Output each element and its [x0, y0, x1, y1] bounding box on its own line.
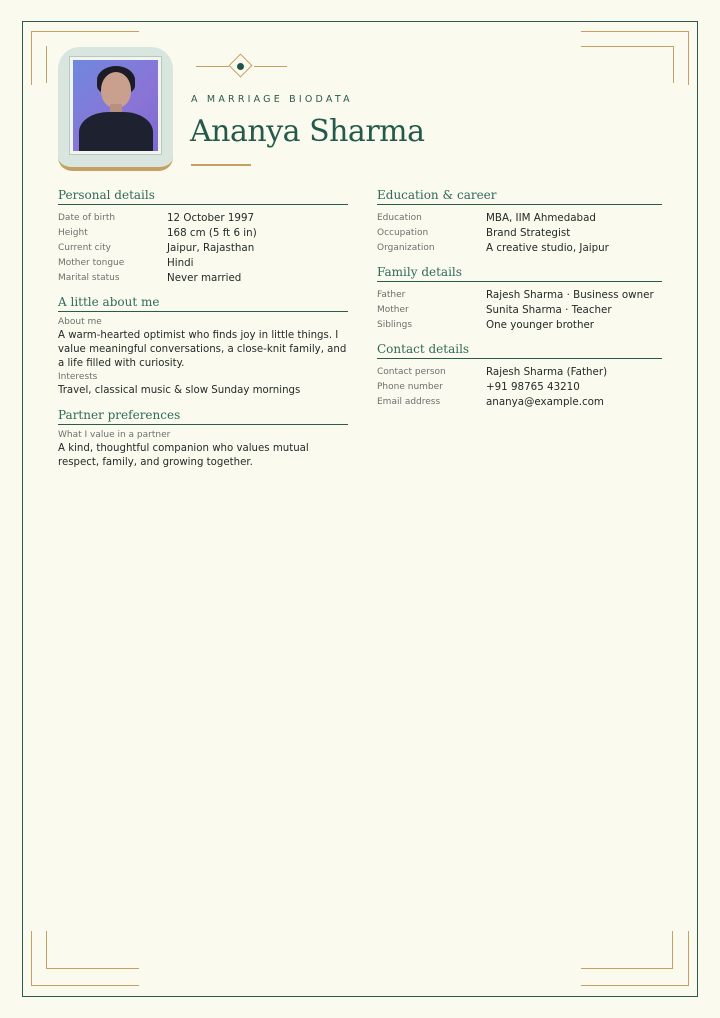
detail-value: One younger brother — [486, 318, 595, 331]
contact-section — [377, 342, 662, 409]
about-label: About me — [58, 317, 102, 327]
detail-row — [377, 394, 662, 409]
detail-row — [377, 225, 662, 240]
detail-label: Education — [377, 212, 422, 223]
detail-label: Occupation — [377, 227, 429, 238]
detail-row — [377, 240, 662, 255]
detail-value: Never married — [167, 271, 242, 284]
detail-value: Hindi — [167, 256, 194, 269]
document-type-label: A MARRIAGE BIODATA — [191, 94, 353, 105]
detail-label: Height — [58, 227, 88, 238]
right-column — [377, 188, 662, 416]
section-title: Personal details — [58, 188, 348, 205]
detail-label: Phone number — [377, 381, 443, 392]
detail-value: Jaipur, Rajasthan — [167, 241, 255, 254]
detail-label: Current city — [58, 242, 111, 253]
detail-row — [58, 240, 348, 255]
education-section — [377, 188, 662, 255]
detail-label: Contact person — [377, 366, 446, 377]
corner-ornament-top-right-inner — [581, 46, 673, 47]
section-title: Education & career — [377, 188, 662, 205]
detail-value: MBA, IIM Ahmedabad — [486, 211, 596, 224]
detail-row — [377, 287, 662, 302]
personal-details-section — [58, 188, 348, 285]
detail-row — [58, 225, 348, 240]
phone-value: +91 98765 43210 — [486, 380, 580, 393]
detail-value: Rajesh Sharma · Business owner — [486, 288, 654, 301]
detail-label: Email address — [377, 396, 441, 407]
detail-label: Mother tongue — [58, 257, 125, 268]
interests-text: Travel, classical music & slow Sunday mornings — [58, 385, 301, 396]
detail-row — [377, 379, 662, 394]
detail-label: Organization — [377, 242, 435, 253]
detail-value: 12 October 1997 — [167, 211, 255, 224]
section-title: A little about me — [58, 295, 348, 312]
photo-frame — [58, 47, 173, 171]
section-title: Partner preferences — [58, 408, 348, 425]
partner-label: What I value in a partner — [58, 430, 171, 440]
detail-label: Marital status — [58, 272, 120, 283]
detail-value: 168 cm (5 ft 6 in) — [167, 226, 257, 239]
detail-row — [377, 210, 662, 225]
detail-row — [377, 364, 662, 379]
about-section — [58, 295, 348, 398]
detail-label: Father — [377, 289, 406, 300]
corner-ornament-bottom-left-inner — [46, 931, 139, 969]
family-section — [377, 265, 662, 332]
detail-row — [377, 302, 662, 317]
detail-row — [58, 255, 348, 270]
diamond-ornament — [196, 55, 288, 77]
detail-row — [58, 270, 348, 285]
profile-photo — [70, 57, 161, 154]
email-link[interactable]: ananya@example.com — [486, 395, 604, 408]
detail-label: Date of birth — [58, 212, 116, 223]
detail-value: Rajesh Sharma (Father) — [486, 365, 608, 378]
detail-label: Siblings — [377, 319, 413, 330]
section-title: Contact details — [377, 342, 662, 359]
detail-label: Mother — [377, 304, 409, 315]
interests-label: Interests — [58, 372, 98, 382]
detail-value: Sunita Sharma · Teacher — [486, 303, 612, 316]
partner-preferences-section — [58, 408, 348, 470]
detail-value: Brand Strategist — [486, 226, 571, 239]
detail-value: A creative studio, Jaipur — [486, 241, 609, 254]
about-text: A warm-hearted optimist who finds joy in little things. I value meaningful conversations, a close-knit family, and a life filled with curiosity. — [58, 330, 347, 369]
corner-ornament-top-right-inner-v — [673, 46, 674, 83]
page-title: Ananya Sharma — [190, 114, 425, 149]
detail-row — [58, 210, 348, 225]
corner-ornament-bottom-right-inner — [581, 931, 673, 969]
partner-text: A kind, thoughtful companion who values mutual respect, family, and growing together. — [58, 443, 309, 468]
title-underline — [191, 164, 251, 166]
corner-ornament-top-left-inner — [46, 46, 47, 83]
left-column — [58, 188, 348, 477]
section-title: Family details — [377, 265, 662, 282]
detail-row — [377, 317, 662, 332]
